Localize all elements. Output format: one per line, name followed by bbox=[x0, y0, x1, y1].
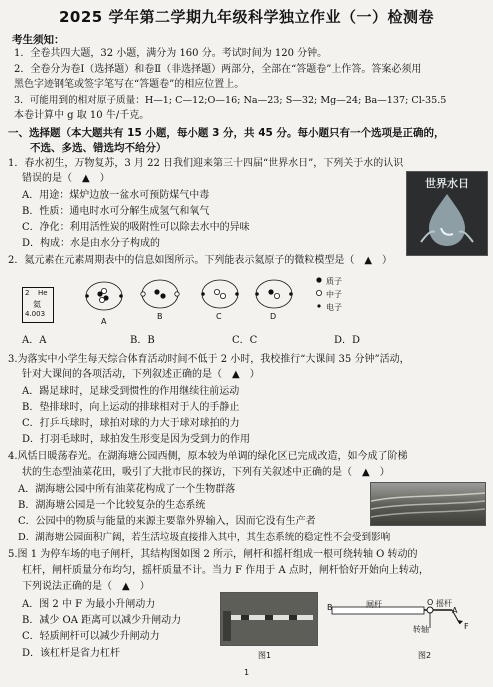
model-label-a: A bbox=[101, 317, 107, 326]
model-label-c: C bbox=[216, 312, 222, 321]
question-5-option-a: A．图 2 中 F 为最小升闸动力 bbox=[22, 599, 156, 610]
question-3-option-a: A．踢足球时，足球受到惯性的作用继续往前运动 bbox=[22, 386, 240, 397]
water-drop-icon bbox=[407, 172, 487, 255]
notice-item: 3．可能用到的相对原子质量：H—1; C—12;O—16; Na—23; S—32; Mg—24; Ba—137; Cl-35.5 bbox=[14, 95, 447, 106]
lever-gate-label: 闸杆 bbox=[366, 600, 382, 609]
figure-2-lever-diagram bbox=[326, 594, 486, 650]
question-3-stem-cont: 针对大课间的各项活动，下列叙述正确的是（ ▲ ） bbox=[22, 369, 260, 380]
question-4-stem-cont: 状的生态型油菜花田，吸引了大批市民的探访，下列有关叙述中正确的是（ ▲ ） bbox=[22, 467, 390, 478]
question-2-option-b: B．B bbox=[130, 335, 155, 346]
field-terrace-icon bbox=[371, 483, 485, 525]
section-heading-cont: 不选、多选、错选均不给分） bbox=[30, 142, 167, 154]
question-2-option-d: D．D bbox=[334, 335, 361, 346]
question-5-stem-cont: 杠杆，闸杆质量分布均匀，摇杆质量不计。当力 F 作用于 A 点时，闸杆恰好开始向上转动， bbox=[22, 565, 429, 576]
question-1-stem-cont: 错误的是（ ▲ ） bbox=[22, 173, 110, 184]
rapeseed-field-photo bbox=[370, 482, 486, 526]
question-2-option-c: C．C bbox=[232, 335, 258, 346]
element-symbol: He bbox=[38, 289, 48, 297]
legend-neutron: 中子 bbox=[326, 290, 342, 299]
question-5-stem-cont2: 下列说法正确的是（ ▲ ） bbox=[22, 581, 150, 592]
question-3-option-d: D．打羽毛球时，球拍发生形变是因为受到力的作用 bbox=[22, 434, 251, 445]
question-1-option-c: C．净化：利用活性炭的吸附性可以除去水中的异味 bbox=[22, 222, 250, 233]
element-name: 氦 bbox=[33, 300, 41, 309]
notice-item: 1．全卷共四大题，32 小题，满分为 160 分。考试时间为 120 分钟。 bbox=[14, 48, 328, 59]
lever-point-o: O bbox=[427, 598, 434, 607]
question-1-option-b: B．性质：通电时水可分解生成氢气和氧气 bbox=[22, 206, 210, 217]
poster-title: 世界水日 bbox=[425, 177, 469, 190]
question-3-stem: 3.为落实中小学生每天综合体育活动时间不低于 2 小时，我校推行“大课间 35 分钟”活动， bbox=[8, 354, 410, 365]
lever-rocker-label: 摇杆 bbox=[436, 599, 452, 608]
lever-point-b: B bbox=[327, 603, 333, 612]
atom-model-d bbox=[255, 280, 293, 308]
lever-axis-label: 转轴 bbox=[413, 625, 429, 634]
question-2-option-a: A．A bbox=[22, 335, 47, 346]
periodic-table-cell bbox=[22, 287, 54, 323]
question-3-option-c: C．打乒乓球时，球拍对球的力大于球对球拍的力 bbox=[22, 418, 240, 429]
lever-force-f: F bbox=[464, 622, 469, 631]
model-label-b: B bbox=[157, 312, 163, 321]
figure-2-caption: 图2 bbox=[418, 651, 432, 660]
world-water-day-poster bbox=[406, 171, 488, 256]
question-5-option-d: D．该杠杆是省力杠杆 bbox=[22, 648, 121, 659]
question-4-option-b: B．湖海塘公园是一个比较复杂的生态系统 bbox=[18, 500, 206, 511]
atom-model-a bbox=[85, 282, 123, 310]
atomic-number: 2 bbox=[25, 289, 30, 297]
legend-markers bbox=[316, 277, 321, 307]
question-1-stem: 1．春水初生，万物复苏，3 月 22 日我们迎来第三十四届“世界水日”，下列关于水的认识 bbox=[8, 158, 404, 169]
question-1-option-d: D．构成：水是由水分子构成的 bbox=[22, 238, 161, 249]
section-heading: 一、选择题（本大题共有 15 小题，每小题 3 分，共 45 分。每小题只有一个选项是正确的， bbox=[8, 127, 445, 139]
question-4-option-d: D．湖海塘公园面积广阔，若生活垃圾直接排入其中，其生态系统的稳定性不会受到影响 bbox=[18, 532, 391, 543]
notice-item: 本卷计算中 g 取 10 牛/千克。 bbox=[14, 110, 150, 121]
notice-item: 2．全卷分为卷Ⅰ（选择题）和卷Ⅱ（非选择题）两部分，全部在“答题卷”上作答。答案必须用 bbox=[14, 64, 422, 75]
legend-proton: 质子 bbox=[326, 277, 342, 286]
atom-model-b bbox=[141, 280, 179, 308]
figure-1-caption: 图1 bbox=[258, 651, 272, 660]
question-4-option-a: A．湖海塘公园中所有油菜花构成了一个生物群落 bbox=[18, 484, 236, 495]
lever-point-a: A bbox=[452, 606, 458, 615]
question-1-option-a: A．用途：煤炉边放一盆水可预防煤气中毒 bbox=[22, 190, 210, 201]
question-5-stem: 5.图 1 为停车场的电子闸杆，其结构图如图 2 所示，闸杆和摇杆组成一根可绕转轴 O 转动的 bbox=[8, 549, 418, 560]
page-number: 1 bbox=[244, 668, 250, 677]
figure-1-gate-photo bbox=[220, 592, 318, 646]
question-2-stem: 2．氦元素在元素周期表中的信息如图所示。下列能表示氦原子的微粒模型是（ ▲ ） bbox=[8, 255, 393, 266]
question-4-stem: 4.风恬日暖荡春光。在湖海塘公园西侧，原本较为单调的绿化区已完成改造，如今成了阶梯 bbox=[8, 451, 408, 462]
legend-electron: 电子 bbox=[326, 303, 342, 312]
question-5-option-b: B．减少 OA 距离可以减少升闸动力 bbox=[22, 615, 182, 626]
question-3-option-b: B．垫排球时，向上运动的排球相对于人的手静止 bbox=[22, 402, 240, 413]
atomic-mass: 4.003 bbox=[25, 310, 46, 318]
atom-model-c bbox=[201, 280, 239, 308]
parking-gate-icon bbox=[221, 593, 317, 645]
model-label-d: D bbox=[270, 312, 277, 321]
notice-item: 黑色字迹钢笔或签字笔写在“答题卷”的相应位置上。 bbox=[14, 79, 245, 90]
notice-heading: 考生须知： bbox=[12, 34, 65, 46]
page-title: 2025 学年第二学期九年级科学独立作业（一）检测卷 bbox=[59, 8, 434, 26]
question-4-option-c: C．公园中的物质与能量的来源主要靠外界输入，因而它没有生产者 bbox=[18, 516, 316, 527]
question-5-option-c: C．轻质闸杆可以减少升闸动力 bbox=[22, 631, 160, 642]
